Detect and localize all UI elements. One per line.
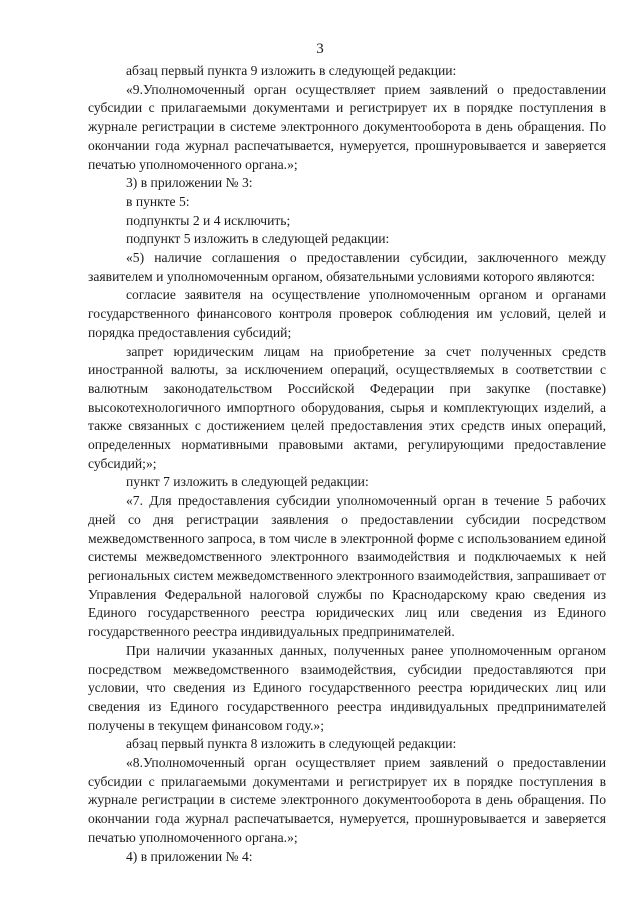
paragraph: пункт 7 изложить в следующей редакции: <box>126 474 369 490</box>
paragraph: «8.Уполномоченный орган осуществляет прием заявлений о предоставлении субсидии с прилагаемыми документами и регистрирует их в порядке поступления в журнале регистрации в системе электронного документооборота в день обращения. По окончании года журнал распечатывается, нумеруется, прошнуровывается и заверяется печатью уполномоченного органа.»; <box>88 755 606 845</box>
document-body <box>88 62 606 866</box>
paragraph: подпункты 2 и 4 исключить; <box>126 212 291 228</box>
paragraph: в пункте 5: <box>126 193 190 209</box>
paragraph: абзац первый пункта 8 изложить в следующей редакции: <box>126 736 457 752</box>
paragraph: «9.Уполномоченный орган осуществляет прием заявлений о предоставлении субсидии с прилагаемыми документами и регистрирует их в порядке поступления в журнале регистрации в системе электронного документооборота в день обращения. По окончании года журнал распечатывается, нумеруется, прошнуровывается и заверяется печатью уполномоченного органа.»; <box>88 81 606 172</box>
paragraph: согласие заявителя на осуществление уполномоченным органом и органами государственного финансового контроля проверок соблюдения им условий, целей и порядка предоставления субсидий; <box>88 287 606 340</box>
page-number: 3 <box>316 41 324 57</box>
paragraph: 3) в приложении № 3: <box>126 175 253 191</box>
paragraph: запрет юридическим лицам на приобретение за счет полученных средств иностранной валюты, за исключением операций, осуществляемых в соответствии с валютным законодательством Российской Федерации при закупке (поставке) высокотехнологичного импортного оборудования, сырья и комплектующих изделий, а также связанных с достижением целей предоставления этих средств иных операций, определенных нормативными правовыми актами, регулирующими предоставление субсидий;»; <box>88 343 606 471</box>
paragraph: «5) наличие соглашения о предоставлении субсидии, заключенного между заявителем и уполномоченным органом, обязательными условиями которого являются: <box>88 250 606 284</box>
paragraph: 4) в приложении № 4: <box>126 848 253 864</box>
paragraph: подпункт 5 изложить в следующей редакции: <box>126 231 390 247</box>
paragraph: «7. Для предоставления субсидии уполномоченный орган в течение 5 рабочих дней со дня регистрации заявления о предоставлении субсидии посредством межведомственного запроса, в том числе в электронной форме с использованием единой системы межведомственного электронного взаимодействия и подключаемых к ней региональных систем межведомственного электронного взаимодействия, запрашивает от Управления Федеральной налоговой службы по Краснодарскому краю сведения из Единого государственного реестра юридических лиц или сведения из Единого государственного реестра индивидуальных предпринимателей. <box>88 493 606 640</box>
paragraph: При наличии указанных данных, полученных ранее уполномоченным органом посредством межведомственного взаимодействия, субсидии предоставляются при условии, что сведения из Единого государственного реестра юридических лиц или сведения из Единого государственного реестра индивидуальных предпринимателей получены в текущем финансовом году.»; <box>88 642 606 733</box>
paragraph: абзац первый пункта 9 изложить в следующей редакции: <box>126 63 457 78</box>
